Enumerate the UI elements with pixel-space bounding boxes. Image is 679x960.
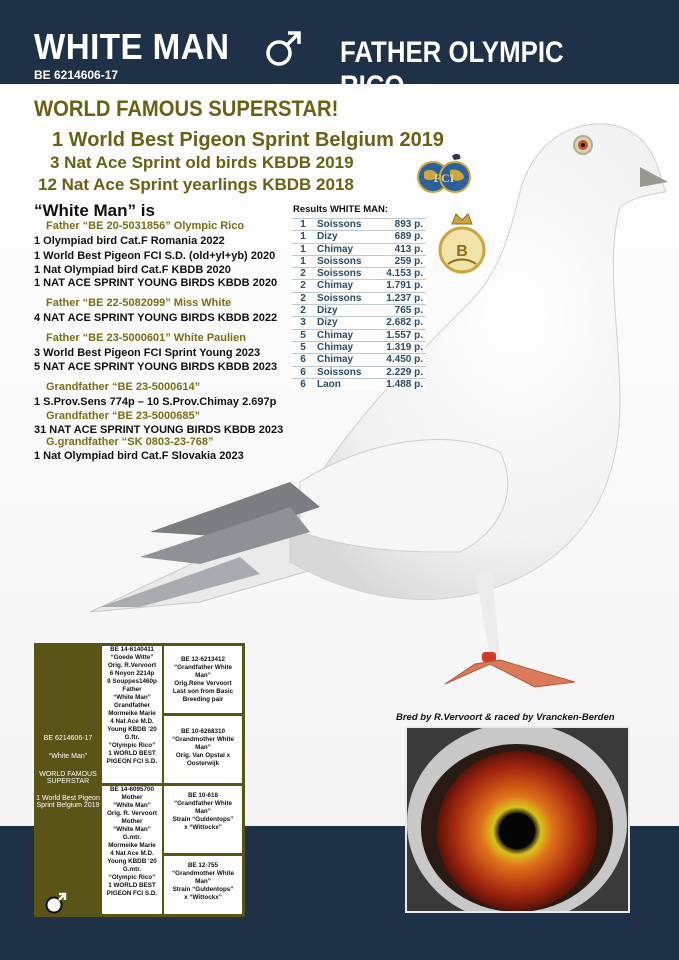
results-row	[292, 341, 426, 353]
offspring-line: Grandfather “BE 23-5000685”	[46, 410, 201, 422]
results-place: Soissons	[314, 219, 378, 231]
pedigree-sire: BE 14-6140411 “Goede Witte” Orig. R.Vervoort 6 Noyon 2214p 9 Souppes1460p Father “White Man” Grandfather Mormeike Marie 4 Nat Ace M.D. Young KBDB ’20 G.ftr. “Olympic Rico” 1 WORLD BEST PIGEON FCI S.D.	[102, 646, 162, 783]
ring-number: BE 6214606-17	[34, 68, 119, 82]
results-place: Soissons	[314, 268, 378, 280]
svg-text:FCI: FCI	[433, 171, 455, 185]
results-pos: 2	[292, 268, 314, 280]
pedigree-subject-achievement: 1 World Best Pigeon Sprint Belgium 2019	[36, 795, 100, 809]
results-title: Results WHITE MAN:	[293, 204, 388, 215]
kbdb-crown-logo	[436, 210, 488, 276]
results-place: Chimay	[314, 280, 378, 292]
breeder-credit: Bred by R.Vervoort & raced by Vrancken-Berden	[396, 712, 615, 723]
results-pts: 1.557 p.	[378, 329, 426, 341]
results-pts: 765 p.	[378, 305, 426, 317]
offspring-line: 3 World Best Pigeon FCI Sprint Young 2023	[34, 347, 261, 359]
results-pts: 893 p.	[378, 219, 426, 231]
results-place: Dizy	[314, 317, 378, 329]
results-row	[292, 378, 426, 390]
pedigree-dam: BE 14-6095700 Mother “White Man” Orig. R. Vervoort Mother “White Man” G.mtr. Mormeike Marie 4 Nat Ace M.D. Young KBDB ’20 G.mtr. “Olympic Rico” 1 WORLD BEST PIGEON FCI S.D.	[102, 786, 162, 914]
subtitle-father: FATHER OLYMPIC RICO	[340, 36, 564, 103]
results-pos: 2	[292, 292, 314, 304]
results-place: Dizy	[314, 231, 378, 243]
results-row	[292, 255, 426, 267]
results-pos: 5	[292, 329, 314, 341]
offspring-line: 1 Nat Olympiad bird Cat.F KBDB 2020	[34, 264, 231, 276]
offspring-line: 31 NAT ACE SPRINT YOUNG BIRDS KBDB 2023	[34, 424, 284, 436]
achievement-3: 12 Nat Ace Sprint yearlings KBDB 2018	[38, 175, 354, 194]
offspring-line: 4 NAT ACE SPRINT YOUNG BIRDS KBDB 2022	[34, 312, 278, 324]
offspring-line: 5 NAT ACE SPRINT YOUNG BIRDS KBDB 2023	[34, 361, 278, 373]
results-pts: 2.682 p.	[378, 317, 426, 329]
pedigree-subject	[34, 643, 102, 917]
results-row	[292, 268, 426, 280]
male-symbol-icon	[44, 891, 68, 915]
offspring-line: 1 NAT ACE SPRINT YOUNG BIRDS KBDB 2020	[34, 277, 278, 289]
offspring-line: Father “BE 23-5000601” White Paulien	[46, 332, 246, 344]
svg-text:B: B	[456, 243, 468, 260]
results-pos: 2	[292, 305, 314, 317]
results-pos: 3	[292, 317, 314, 329]
results-place: Chimay	[314, 341, 378, 353]
results-pts: 413 p.	[378, 243, 426, 255]
results-place: Dizy	[314, 305, 378, 317]
offspring-line: 1 S.Prov.Sens 774p – 10 S.Prov.Chimay 2.697p	[34, 396, 277, 408]
pedigree-subject-ring: BE 6214606-17	[43, 735, 93, 742]
results-pos: 6	[292, 366, 314, 378]
pedigree-granddam-paternal: BE 10-6268310 “Grandmother White Man” Orig. Van Opstal x Oosterwijk	[164, 716, 242, 783]
results-place: Chimay	[314, 243, 378, 255]
results-place: Soissons	[314, 366, 378, 378]
eye-closeup-photo	[405, 726, 630, 913]
results-pos: 1	[292, 231, 314, 243]
results-table	[292, 218, 426, 390]
offspring-line: G.grandfather “SK 0803-23-768”	[46, 436, 214, 448]
results-row	[292, 305, 426, 317]
results-pts: 1.791 p.	[378, 280, 426, 292]
results-row	[292, 354, 426, 366]
results-pts: 4.153 p.	[378, 268, 426, 280]
results-pts: 259 p.	[378, 255, 426, 267]
pedigree-subject-title: WORLD FAMOUS SUPERSTAR	[39, 771, 97, 785]
results-pos: 6	[292, 378, 314, 390]
fci-globe-logo	[416, 150, 472, 196]
results-row	[292, 280, 426, 292]
results-row	[292, 366, 426, 378]
offspring-line: 1 World Best Pigeon FCI S.D. (old+yl+yb) 2020	[34, 250, 276, 262]
pedigree-subject-name: “White Man”	[48, 753, 88, 760]
results-pos: 1	[292, 243, 314, 255]
results-pts: 2.229 p.	[378, 366, 426, 378]
results-row	[292, 329, 426, 341]
offspring-heading: “White Man” is	[34, 201, 155, 220]
offspring-line: Father “BE 20-5031856” Olympic Rico	[46, 220, 245, 232]
results-place: Chimay	[314, 329, 378, 341]
results-pos: 1	[292, 219, 314, 231]
results-place: Soissons	[314, 255, 378, 267]
pedigree-chart	[34, 643, 245, 917]
offspring-line: Father “BE 22-5082099” Miss White	[46, 297, 232, 309]
pedigree-grandsire-paternal: BE 12-6213412 “Grandfather White Man” Orig.Rene Vervoort Last son from Basic Breeding pair	[164, 646, 242, 713]
results-pos: 1	[292, 255, 314, 267]
achievement-2: 3 Nat Ace Sprint old birds KBDB 2019	[50, 153, 354, 172]
offspring-line: 1 Nat Olympiad bird Cat.F Slovakia 2023	[34, 450, 244, 462]
headline: WORLD FAMOUS SUPERSTAR!	[34, 96, 339, 121]
offspring-line: Grandfather “BE 23-5000614”	[46, 381, 201, 393]
results-place: Soissons	[314, 292, 378, 304]
results-row	[292, 231, 426, 243]
results-place: Chimay	[314, 354, 378, 366]
results-pts: 4.450 p.	[378, 354, 426, 366]
male-symbol-icon	[262, 26, 306, 70]
results-pos: 2	[292, 280, 314, 292]
results-place: Laon	[314, 378, 378, 390]
results-pos: 6	[292, 354, 314, 366]
results-pts: 1.237 p.	[378, 292, 426, 304]
pedigree-granddam-maternal: BE 12-755 “Grandmother White Man” Strain “Guldentops” x “Wittockx”	[164, 856, 242, 914]
results-row	[292, 219, 426, 231]
pedigree-grandsire-maternal: BE 10-618 “Grandfather White Man” Strain “Guldentops” x “Wittockx”	[164, 786, 242, 853]
results-row	[292, 292, 426, 304]
results-pts: 1.488 p.	[378, 378, 426, 390]
offspring-line: 1 Olympiad bird Cat.F Romania 2022	[34, 235, 225, 247]
results-pts: 1.319 p.	[378, 341, 426, 353]
results-pts: 689 p.	[378, 231, 426, 243]
results-row	[292, 317, 426, 329]
results-pos: 5	[292, 341, 314, 353]
achievement-1: 1 World Best Pigeon Sprint Belgium 2019	[52, 129, 444, 151]
results-row	[292, 243, 426, 255]
pigeon-name-title: WHITE MAN	[34, 26, 230, 67]
